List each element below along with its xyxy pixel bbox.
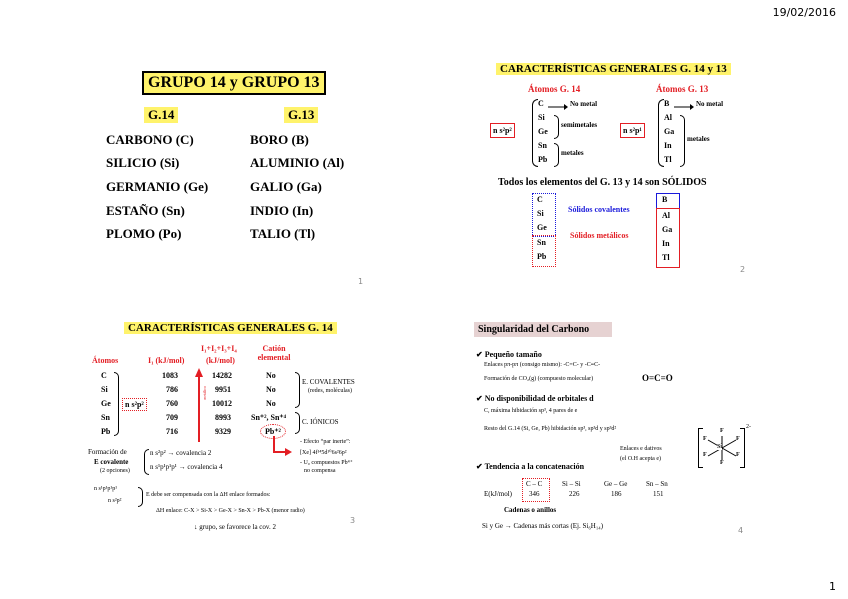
element-ge: Ge <box>538 127 548 136</box>
cadenas-label: Cadenas o anillos <box>504 506 557 514</box>
bullet-2b: Resto del G.14 (Si, Ge, Pb) hibidación sp³, sp³d y sp³d² <box>484 426 617 432</box>
bond-sisi: Si – Si <box>562 480 581 488</box>
f-atom: F <box>703 436 707 442</box>
element-ge: Ge <box>537 223 547 232</box>
brace <box>138 487 143 507</box>
brace <box>680 115 685 167</box>
g14-item: SILICIO (Si) <box>106 155 180 170</box>
energy-snsn: 151 <box>653 490 664 498</box>
e-covalente-label: E covalente <box>94 458 129 466</box>
element-cell: Si <box>101 385 108 394</box>
g13-item: INDIO (In) <box>250 203 314 218</box>
element-si: Si <box>538 113 545 122</box>
energy-gege: 186 <box>611 490 622 498</box>
slide4-title: Singularidad del Carbono <box>474 322 612 337</box>
metales-14-label: metales <box>561 149 584 157</box>
brace <box>144 449 149 475</box>
element-cell: Ge <box>101 399 111 408</box>
f-atom: F <box>720 428 724 434</box>
brace <box>554 115 559 139</box>
element-b: B <box>664 99 670 108</box>
enlaces-dativos: Enlaces e dativos <box>620 446 662 452</box>
brace <box>295 372 300 408</box>
bond-cc: C – C <box>526 480 543 488</box>
element-pb: Pb <box>538 155 548 164</box>
element-ga: Ga <box>664 127 675 136</box>
g13-item: GALIO (Ga) <box>250 179 322 194</box>
slide-3 <box>88 318 363 543</box>
f-atom: F <box>703 452 707 458</box>
opciones-label: (2 opciones) <box>100 468 130 474</box>
element-b: B <box>662 195 668 204</box>
f-atom: F <box>736 452 740 458</box>
enlaces-dativos-sub: (el O.H acepta e) <box>620 456 661 462</box>
cation-cell: No <box>266 385 276 394</box>
semimetales-label: semimetales <box>561 121 598 129</box>
bond-gege: Ge – Ge <box>604 480 628 488</box>
bullet-1: ✔ Pequeño tamaño <box>476 350 542 359</box>
g14-item: GERMANIO (Ge) <box>106 179 209 194</box>
element-si: Si <box>537 209 544 218</box>
element-in: In <box>664 141 672 150</box>
charge: 2- <box>746 424 751 430</box>
config-g14: n s²p² <box>490 123 515 138</box>
option-2: n s¹p¹p¹p¹ → covalencia 4 <box>150 463 223 471</box>
compensation-text: E debe ser compensada con la ΔH enlace formados: <box>146 492 271 498</box>
metallic-arrow-icon <box>195 368 203 442</box>
f-atom: F <box>720 460 724 466</box>
config-a: n s¹p¹p¹p¹ <box>94 486 118 492</box>
element-sn: Sn <box>538 141 547 150</box>
header-atoms: Átomos <box>92 356 119 365</box>
arrow-icon <box>548 104 568 110</box>
atoms-g14-label: Átomos G. 14 <box>528 84 581 94</box>
bent-arrow-icon <box>272 436 292 458</box>
slide3-title: CARACTERÍSTICAS GENERALES G. 14 <box>124 322 337 334</box>
si-atom: Si <box>717 444 723 450</box>
config-b: n s²p² <box>108 498 122 504</box>
arrow-icon <box>674 104 694 110</box>
bullet-1a: Enlaces pπ-pπ (consigo mismo): -C=C- y -C≡C- <box>484 362 601 368</box>
brace <box>554 143 559 167</box>
efecto-par-inerte: - Efecto “par inerte”: <box>300 439 351 445</box>
formacion-label: Formación de <box>88 448 127 456</box>
sum-cell: 14282 <box>212 371 232 380</box>
e-covalentes-sub: (redes, moléculas) <box>308 388 352 394</box>
element-cell: Pb <box>101 427 111 436</box>
no-compensa: no compensa <box>304 468 336 474</box>
delta-h-text: ΔH enlace: C-X > Si-X > Ge-X > Sn-X > Pb-X (menor radio) <box>156 508 305 514</box>
bullet-2: ✔ No disponibilidad de orbitales d <box>476 394 594 403</box>
i1-cell: 760 <box>166 399 178 408</box>
config-box: n s²p² <box>122 398 147 411</box>
g13-item: TALIO (Tl) <box>250 226 316 241</box>
energy-label: E(kJ/mol) <box>484 490 512 498</box>
sum-cell: 8993 <box>215 413 231 422</box>
solidos-statement: Todos los elementos del G. 13 y 14 son SÓLIDOS <box>498 177 707 188</box>
element-al: Al <box>662 211 670 220</box>
bullet-1b: Formación de CO₂(g) (compuesto molecular) <box>484 376 594 382</box>
g13-item: BORO (B) <box>250 132 309 147</box>
header-kj: (kJ/mol) <box>206 356 235 365</box>
covalentes-label: Sólidos covalentes <box>568 205 630 214</box>
element-tl: Tl <box>662 253 670 262</box>
metalicos-label: Sólidos metálicos <box>570 231 629 240</box>
no-metal-14: No metal <box>570 100 598 108</box>
metallic-arrow-label: metálico <box>202 386 207 400</box>
i1-cell: 1083 <box>162 371 178 380</box>
slide-1 <box>90 55 364 286</box>
col-header-g13: G.13 <box>284 107 318 123</box>
g14-item: CARBONO (C) <box>106 132 194 147</box>
bullet-2a: C, máxima hibidación sp³, 4 pares de e <box>484 408 578 414</box>
sum-cell: 10012 <box>212 399 232 408</box>
option-1: n s²p² → covalencia 2 <box>150 449 212 457</box>
element-c: C <box>538 99 544 108</box>
slide-2 <box>470 55 750 280</box>
element-ga: Ga <box>662 225 673 234</box>
grupo-text: ↓ grupo, se favorece la cov. 2 <box>194 523 276 531</box>
config-g13: n s²p¹ <box>620 123 645 138</box>
brace <box>295 412 300 434</box>
f-atom: F <box>736 436 740 442</box>
header-cation: Catión elemental <box>257 344 291 362</box>
last-line: Si y Ge → Cadenas más cortas (Ej. Si₆H₁₄) <box>482 522 604 530</box>
cation-cell: No <box>266 399 276 408</box>
slide2-title: CARACTERÍSTICAS GENERALES G. 14 y 13 <box>496 63 731 75</box>
sum-cell: 9329 <box>215 427 231 436</box>
header-sum: I₁+I₂+I₃+I₄ <box>201 344 237 353</box>
bullet-2-text: No disponibilidad de orbitales d <box>484 394 594 403</box>
slide-4 <box>474 320 754 545</box>
slide-number: 1 <box>358 277 364 286</box>
g14-item: PLOMO (Po) <box>106 226 182 241</box>
energy-sisi: 226 <box>569 490 580 498</box>
g13-item: ALUMINIO (Al) <box>250 155 345 170</box>
no-metal-13: No metal <box>696 100 724 108</box>
cation-cell: No <box>266 371 276 380</box>
col-header-g14: G.14 <box>144 107 178 123</box>
covalent-box-13 <box>656 193 680 209</box>
element-c: C <box>537 195 543 204</box>
bullet-1-text: Pequeño tamaño <box>484 350 542 359</box>
element-sn: Sn <box>537 238 546 247</box>
bullet-3-text: Tendencia a la concatenación <box>484 462 585 471</box>
element-cell: Sn <box>101 413 110 422</box>
slide-number: 2 <box>740 265 746 274</box>
element-al: Al <box>664 113 672 122</box>
element-pb: Pb <box>537 252 547 261</box>
header-i1: I₁ (kJ/mol) <box>148 356 185 365</box>
slide-number: 3 <box>350 516 356 525</box>
c-ionicos: C. IÓNICOS <box>302 418 339 426</box>
e-covalentes: E. COVALENTES <box>302 378 355 386</box>
slide-number: 4 <box>738 526 744 535</box>
sif6-structure <box>698 424 751 468</box>
slide1-title: GRUPO 14 y GRUPO 13 <box>142 71 326 95</box>
element-tl: Tl <box>664 155 672 164</box>
cation-cell-pb: Pb⁺² <box>260 424 286 439</box>
energy-cc: 346 <box>529 490 540 498</box>
sum-cell: 9951 <box>215 385 231 394</box>
i1-cell: 709 <box>166 413 178 422</box>
metales-13-label: metales <box>687 135 710 143</box>
cation-cell: Sn⁺², Sn⁺⁴ <box>251 413 287 422</box>
bullet-3: ✔ Tendencia a la concatenación <box>476 462 585 471</box>
atoms-g13-label: Átomos G. 13 <box>656 84 709 94</box>
i1-cell: 786 <box>166 385 178 394</box>
brace <box>114 372 119 436</box>
g14-item: ESTAÑO (Sn) <box>106 203 185 218</box>
u0-text: - U₀ compuestos Pb⁴⁺ <box>300 460 353 466</box>
bond-snsn: Sn – Sn <box>646 480 668 488</box>
page-number: 1 <box>829 580 836 593</box>
element-cell: C <box>101 371 107 380</box>
xe-config: [Xe] 4f¹⁴5d¹⁰6s²6p² <box>300 450 347 456</box>
element-in: In <box>662 239 670 248</box>
co2-structure: O=C=O <box>642 373 673 383</box>
date: 19/02/2016 <box>772 6 836 19</box>
i1-cell: 716 <box>166 427 178 436</box>
